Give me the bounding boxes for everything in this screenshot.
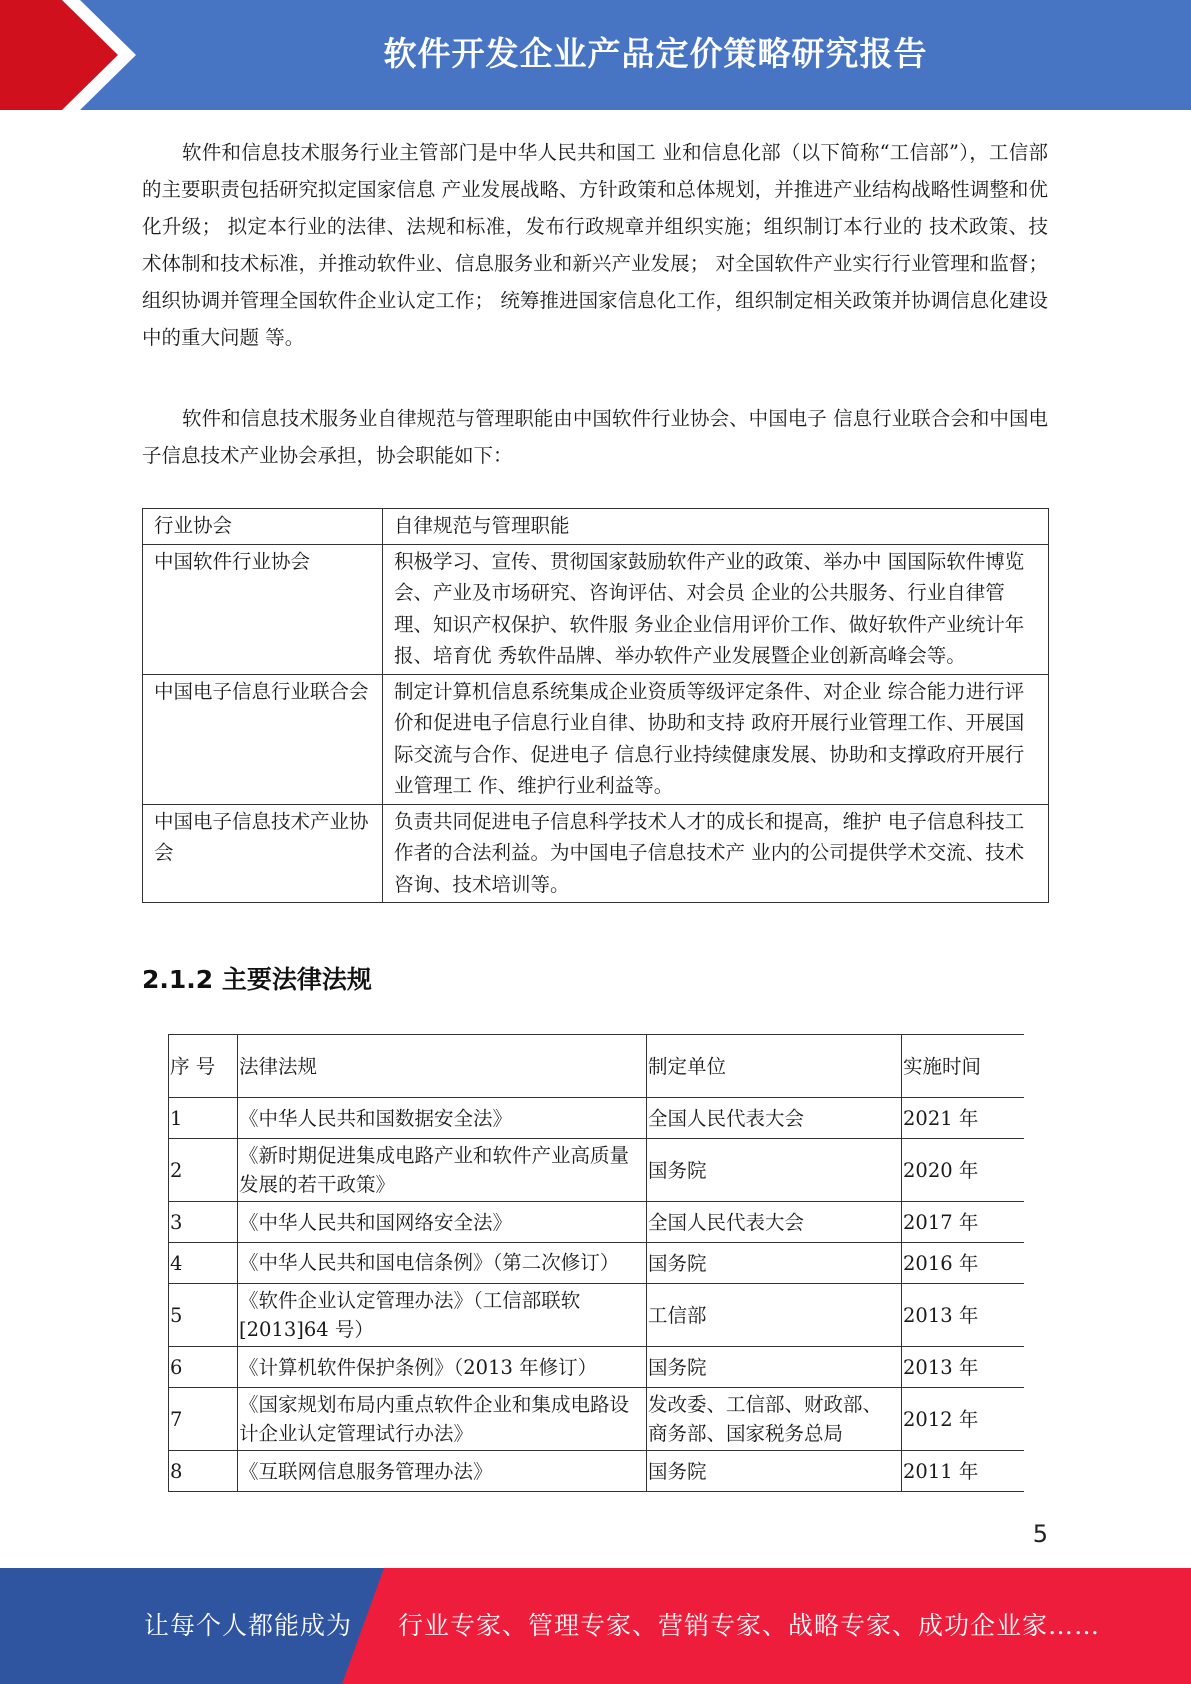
table-row [169, 1347, 1025, 1388]
effective-year: 2011 年 [902, 1451, 1025, 1492]
report-title: 软件开发企业产品定价策略研究报告 [383, 34, 928, 73]
law-name: 《新时期促进集成电路产业和软件产业高质量发展的若干政策》 [238, 1139, 647, 1202]
table-row [169, 1202, 1025, 1243]
table-header-cell: 序 号 [169, 1035, 238, 1098]
row-number: 3 [169, 1202, 238, 1243]
effective-year: 2013 年 [902, 1347, 1025, 1388]
table-row [143, 544, 1049, 674]
table-header-cell: 法律法规 [238, 1035, 647, 1098]
effective-year: 2016 年 [902, 1243, 1025, 1284]
body-paragraph-2: 软件和信息技术服务业自律规范与管理职能由中国软件行业协会、中国电子 信息行业联合会和中国电子信息技术产业协会承担，协会职能如下： [142, 407, 1048, 467]
table-row [143, 674, 1049, 804]
association-duties: 制定计算机信息系统集成企业资质等级评定条件、对企业 综合能力进行评价和促进电子信息行业自律、协助和支持 政府开展行业管理工作、开展国际交流与合作、促进电子 信息行业持续健康发展、协助和支撑政府开展行业管理工 作、维护行业利益等。 [383, 674, 1049, 804]
footer-slogan-right: 行业专家、管理专家、营销专家、战略专家、成功企业家…… [398, 1611, 1101, 1640]
association-name: 中国电子信息技术产业协会 [143, 804, 383, 903]
table-header-cell: 实施时间 [902, 1035, 1025, 1098]
table-row [169, 1388, 1025, 1451]
table-row [169, 1451, 1025, 1492]
table-row [143, 804, 1049, 903]
association-duties: 负责共同促进电子信息科学技术人才的成长和提高，维护 电子信息科技工作者的合法利益。为中国电子信息技术产 业内的公司提供学术交流、技术咨询、技术培训等。 [383, 804, 1049, 903]
issuing-body: 国务院 [647, 1139, 902, 1202]
law-name: 《中华人民共和国网络安全法》 [238, 1202, 647, 1243]
row-number: 5 [169, 1284, 238, 1347]
row-number: 7 [169, 1388, 238, 1451]
law-name: 《国家规划布局内重点软件企业和集成电路设计企业认定管理试行办法》 [238, 1388, 647, 1451]
effective-year: 2017 年 [902, 1202, 1025, 1243]
issuing-body: 发改委、工信部、财政部、商务部、国家税务总局 [647, 1388, 902, 1451]
law-name-cell [238, 1243, 647, 1284]
issuing-body: 国务院 [647, 1347, 902, 1388]
association-duties: 积极学习、宣传、贯彻国家鼓励软件产业的政策、举办中 国国际软件博览会、产业及市场研究、咨询评估、对会员 企业的公共服务、行业自律管理、知识产权保护、软件服 务业企业信用评价工作、做好软件产业统计年报、培育优 秀软件品牌、举办软件产业发展暨企业创新高峰会等。 [383, 544, 1049, 674]
page-header [0, 0, 1191, 110]
page-number: 5 [1032, 1520, 1048, 1548]
row-number: 6 [169, 1347, 238, 1388]
table-header-row [143, 509, 1049, 545]
law-name: 《计算机软件保护条例》（2013 年修订） [238, 1347, 647, 1388]
issuing-body: 全国人民代表大会 [647, 1098, 902, 1139]
issuing-body: 国务院 [647, 1243, 902, 1284]
body-paragraph-1: 软件和信息技术服务行业主管部门是中华人民共和国工 业和信息化部（以下简称“工信部”），工信部的主要职责包括研究拟定国家信息 产业发展战略、方针政策和总体规划，并推进产业结构战略性调整和优化升级； 拟定本行业的法律、法规和标准，发布行政规章并组织实施；组织制订本行业的 技术政策、技术体制和技术标准，并推动软件业、信息服务业和新兴产业发展； 对全国软件产业实行行业管理和监督；组织协调并管理全国软件企业认定工作； 统筹推进国家信息化工作，组织制定相关政策并协调信息化建设中的重大问题 等。 [142, 141, 1048, 349]
law-name: 《互联网信息服务管理办法》 [238, 1451, 647, 1492]
associations-table [142, 508, 1049, 903]
issuing-body: 全国人民代表大会 [647, 1202, 902, 1243]
table-header-cell: 自律规范与管理职能 [383, 509, 1049, 545]
law-name: 《中华人民共和国电信条例》（第二次修订） [239, 1251, 620, 1274]
issuing-body: 工信部 [647, 1284, 902, 1347]
row-number: 8 [169, 1451, 238, 1492]
issuing-body: 国务院 [647, 1451, 902, 1492]
table-row [169, 1139, 1025, 1202]
law-name: 《中华人民共和国数据安全法》 [238, 1098, 647, 1139]
association-name: 中国电子信息行业联合会 [143, 674, 383, 804]
effective-year: 2013 年 [902, 1284, 1025, 1347]
page-footer [0, 1568, 1191, 1684]
association-name: 中国软件行业协会 [143, 544, 383, 674]
effective-year: 2021 年 [902, 1098, 1025, 1139]
effective-year: 2020 年 [902, 1139, 1025, 1202]
section-heading: 2.1.2 主要法律法规 [142, 965, 372, 994]
table-row [169, 1098, 1025, 1139]
row-number: 1 [169, 1098, 238, 1139]
table-header-cell: 行业协会 [143, 509, 383, 545]
effective-year: 2012 年 [902, 1388, 1025, 1451]
law-name: 《软件企业认定管理办法》（工信部联软[2013]64 号） [238, 1284, 647, 1347]
laws-table [168, 1034, 1024, 1492]
table-header-row [169, 1035, 1025, 1098]
table-row [169, 1243, 1025, 1284]
laws-table-container [168, 1034, 1024, 1492]
row-number: 2 [169, 1139, 238, 1202]
row-number: 4 [169, 1243, 238, 1284]
table-row [169, 1284, 1025, 1347]
footer-slogan-left: 让每个人都能成为 [144, 1611, 353, 1640]
table-header-cell: 制定单位 [647, 1035, 902, 1098]
